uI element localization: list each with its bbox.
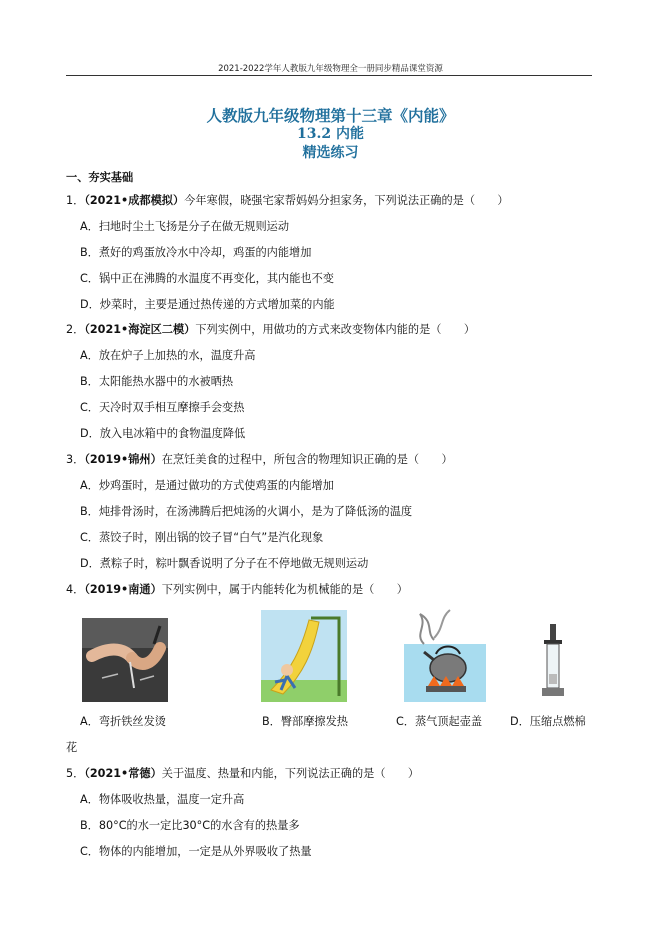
option-5a: A．物体吸收热量，温度一定升高 bbox=[80, 793, 245, 806]
option-3d: D．煮粽子时，粽叶飘香说明了分子在不停地做无规则运动 bbox=[80, 557, 369, 570]
option-5c: C．物体的内能增加，一定是从外界吸收了热量 bbox=[80, 845, 312, 858]
option-3b: B．炖排骨汤时，在汤沸腾后把炖汤的火调小，是为了降低汤的温度 bbox=[80, 505, 413, 518]
slide-image bbox=[261, 610, 347, 702]
question-source: （2019•南通） bbox=[84, 583, 162, 596]
option-5b: B．80°C的水一定比30°C的水含有的热量多 bbox=[80, 819, 300, 832]
option-3c: C．蒸饺子时，刚出锅的饺子冒“白气”是汽化现象 bbox=[80, 531, 324, 544]
section-heading: 一、夯实基础 bbox=[66, 171, 134, 184]
question-1 bbox=[66, 193, 509, 209]
question-source: （2021•常德） bbox=[84, 767, 162, 780]
question-5 bbox=[66, 766, 419, 782]
question-number: 2． bbox=[66, 323, 85, 336]
option-2b: B．太阳能热水器中的水被晒热 bbox=[80, 375, 234, 388]
document-title: 人教版九年级物理第十三章《内能》 bbox=[206, 106, 455, 125]
question-stem: 今年寒假，晓强宅家帮妈妈分担家务，下列说法正确的是（ ） bbox=[184, 194, 509, 207]
question-source: （2019•锦州） bbox=[84, 453, 162, 466]
bent-wire-image bbox=[82, 618, 168, 702]
kettle-image bbox=[404, 604, 486, 702]
question-stem: 在烹饪美食的过程中，所包含的物理知识正确的是（ ） bbox=[161, 453, 453, 466]
question-stem: 关于温度、热量和内能，下列说法正确的是（ ） bbox=[161, 767, 420, 780]
option-2c: C．天冷时双手相互摩擦手会变热 bbox=[80, 401, 245, 414]
option-4d: D．压缩点燃棉 bbox=[510, 715, 586, 728]
question-source: （2021•海淀区二模） bbox=[84, 323, 196, 336]
option-4d-wrap: 花 bbox=[66, 741, 78, 754]
question-number: 4． bbox=[66, 583, 85, 596]
question-number: 1． bbox=[66, 194, 85, 207]
option-4a: A．弯折铁丝发烫 bbox=[80, 715, 166, 728]
option-4b: B．臀部摩擦发热 bbox=[262, 715, 348, 728]
question-4 bbox=[66, 582, 408, 598]
header-divider bbox=[66, 75, 592, 76]
option-2d: D．放入电冰箱中的食物温度降低 bbox=[80, 427, 246, 440]
option-3a: A．炒鸡蛋时，是通过做功的方式使鸡蛋的内能增加 bbox=[80, 479, 334, 492]
question-2 bbox=[66, 322, 475, 338]
option-4c: C．蒸气顶起壶盖 bbox=[396, 715, 483, 728]
question-3 bbox=[66, 452, 453, 468]
exercise-subtitle: 精选练习 bbox=[302, 145, 359, 161]
option-1d: D．炒菜时，主要是通过热传递的方式增加菜的内能 bbox=[80, 298, 335, 311]
question-stem: 下列实例中，属于内能转化为机械能的是（ ） bbox=[161, 583, 408, 596]
option-2a: A．放在炉子上加热的水，温度升高 bbox=[80, 349, 256, 362]
lesson-title: 13.2 内能 bbox=[297, 126, 364, 142]
question-number: 5． bbox=[66, 767, 85, 780]
page-header: 2021-2022学年人教版九年级物理全一册同步精品课堂资源 bbox=[218, 64, 443, 74]
option-1a: A．扫地时尘土飞扬是分子在做无规则运动 bbox=[80, 220, 290, 233]
question-stem: 下列实例中，用做功的方式来改变物体内能的是（ ） bbox=[195, 323, 476, 336]
compression-tube-image bbox=[538, 622, 568, 700]
option-1b: B．煮好的鸡蛋放冷水中冷却，鸡蛋的内能增加 bbox=[80, 246, 312, 259]
question-number: 3． bbox=[66, 453, 85, 466]
question-source: （2021•成都模拟） bbox=[84, 194, 185, 207]
option-1c: C．锅中正在沸腾的水温度不再变化，其内能也不变 bbox=[80, 272, 334, 285]
